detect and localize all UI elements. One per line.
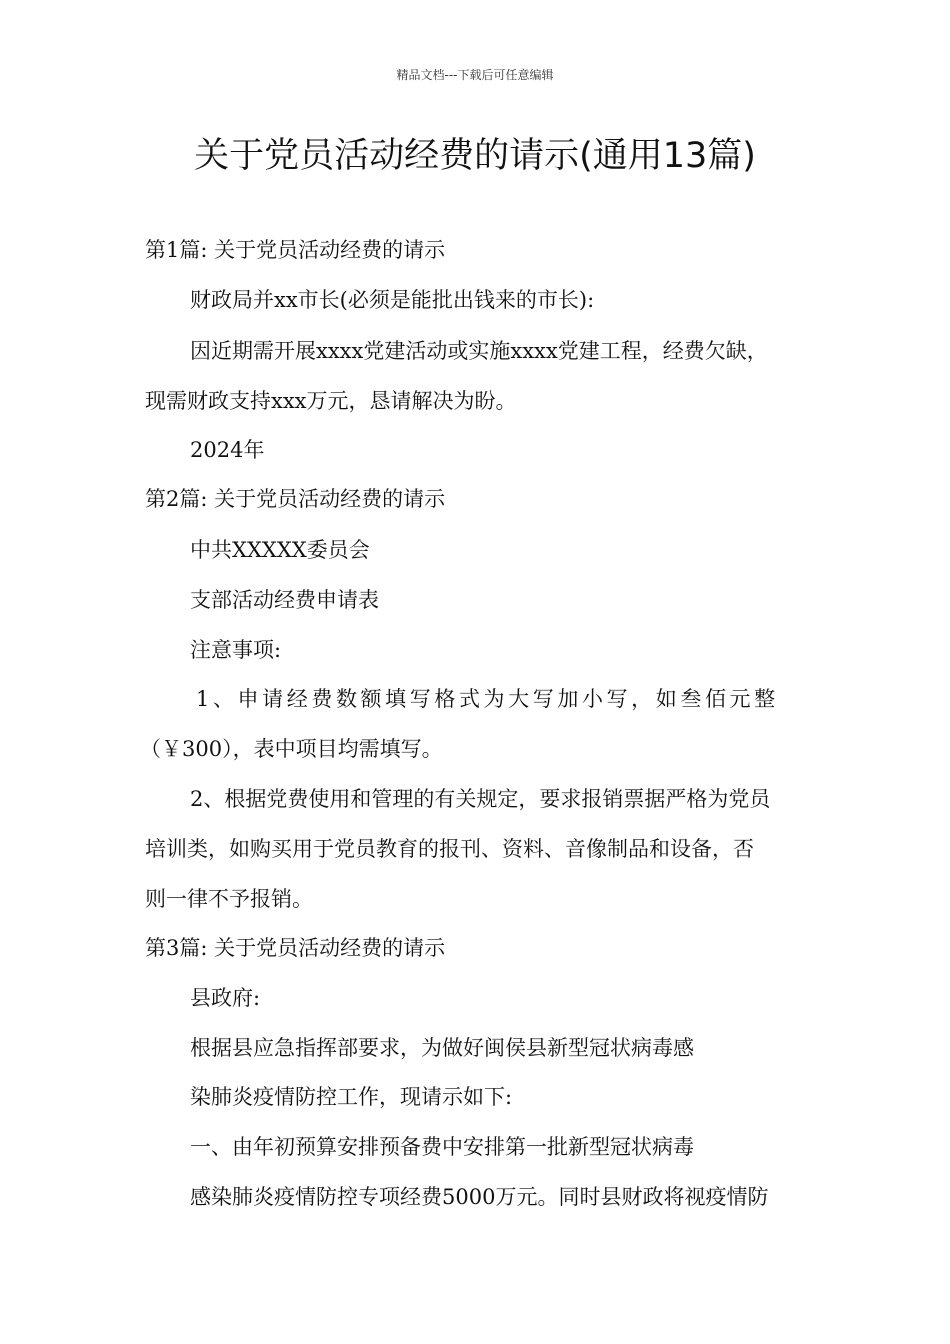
body-line: 1、申请经费数额填写格式为大写加小写，如叁佰元整 <box>196 687 779 711</box>
body-line: 注意事项: <box>190 638 282 662</box>
section-heading-1: 第1篇: 关于党员活动经费的请示 <box>145 238 446 262</box>
body-line: 因近期需开展xxxx党建活动或实施xxxx党建工程，经费欠缺， <box>190 339 768 363</box>
page-header: 精品文档---下载后可任意编辑 <box>396 68 554 82</box>
addressee-line: 县政府: <box>190 986 261 1010</box>
body-line: 一、由年初预算安排预备费中安排第一批新型冠状病毒 <box>190 1135 694 1159</box>
date-line: 2024年 <box>190 438 265 462</box>
document-title: 关于党员活动经费的请示(通用13篇) <box>194 136 756 176</box>
body-line: 染肺炎疫情防控工作，现请示如下: <box>190 1085 513 1109</box>
addressee-line: 财政局并xx市长(必须是能批出钱来的市长): <box>190 288 595 312</box>
body-line: 现需财政支持xxx万元，恳请解决为盼。 <box>145 389 517 413</box>
body-line: 则一律不予报销。 <box>145 887 313 911</box>
body-line: 支部活动经费申请表 <box>190 588 379 612</box>
section-heading-3: 第3篇: 关于党员活动经费的请示 <box>145 936 446 960</box>
body-line: 2、根据党费使用和管理的有关规定，要求报销票据严格为党员 <box>190 787 771 811</box>
body-line: 培训类，如购买用于党员教育的报刊、资料、音像制品和设备，否 <box>145 837 754 861</box>
body-line: （￥300），表中项目均需填写。 <box>140 737 443 761</box>
body-line: 中共XXXXX委员会 <box>190 538 370 562</box>
body-line: 感染肺炎疫情防控专项经费5000万元。同时县财政将视疫情防 <box>190 1185 769 1209</box>
section-heading-2: 第2篇: 关于党员活动经费的请示 <box>145 487 446 511</box>
body-line: 根据县应急指挥部要求，为做好闽侯县新型冠状病毒感 <box>190 1036 694 1060</box>
